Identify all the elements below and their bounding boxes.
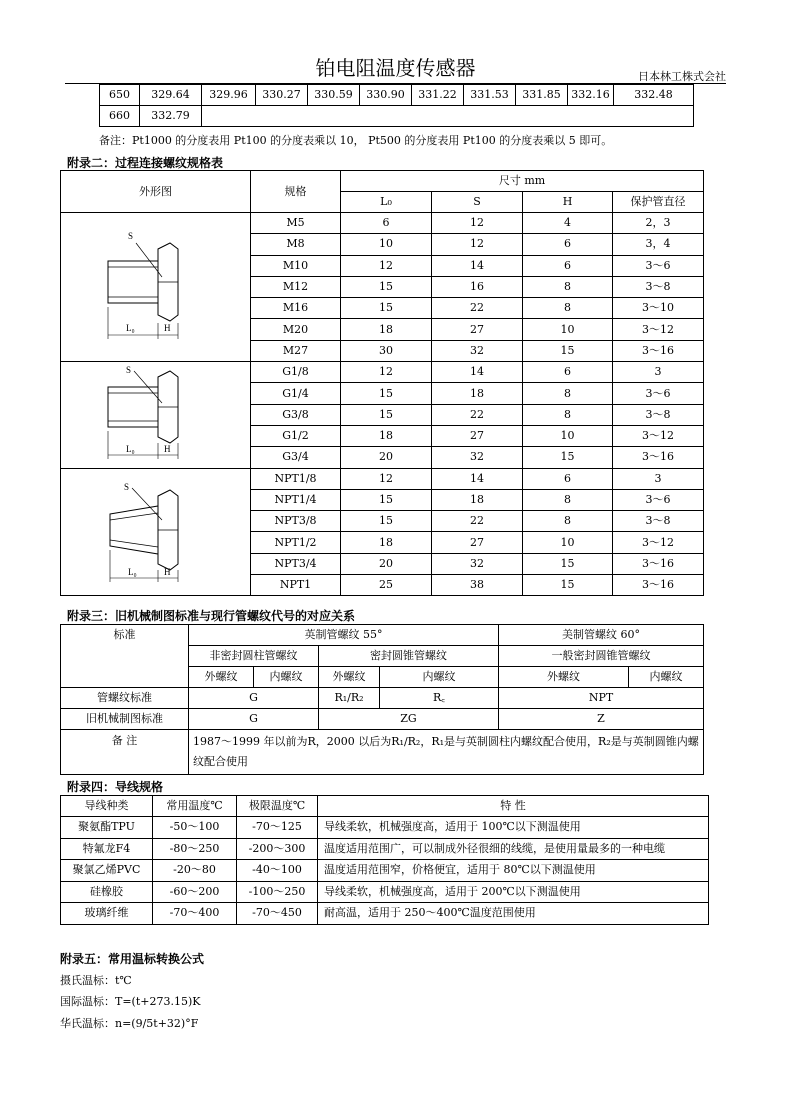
header-internal: 内螺纹	[629, 667, 704, 688]
table-cell: 15	[341, 276, 432, 297]
appendix2-title: 附录二：过程连接螺纹规格表	[67, 156, 224, 170]
table-cell: 12	[432, 213, 523, 234]
table-cell: NPT1/2	[251, 532, 341, 553]
table-cell: 8	[523, 511, 613, 532]
table-cell: 10	[523, 319, 613, 340]
table-cell: 38	[432, 575, 523, 596]
empty-cell	[202, 106, 694, 127]
table-cell: 8	[523, 404, 613, 425]
label-h: H	[163, 443, 170, 454]
table-cell: 15	[341, 489, 432, 510]
table-cell: 22	[432, 404, 523, 425]
table-cell: R₁/R₂	[319, 688, 380, 709]
hex-plug-diagram	[96, 365, 216, 465]
table-cell: 3	[613, 468, 704, 489]
header-standard: 标准	[61, 625, 189, 688]
table-cell: 15	[341, 511, 432, 532]
table-cell: 331.85	[516, 85, 568, 106]
label-l0: L₀	[127, 566, 137, 577]
table-cell: 15	[523, 340, 613, 361]
table-cell: M16	[251, 298, 341, 319]
table-cell: 27	[432, 532, 523, 553]
table-cell: G	[189, 688, 319, 709]
table-cell: 3～16	[613, 553, 704, 574]
table-cell: G3/8	[251, 404, 341, 425]
table-cell: 331.53	[464, 85, 516, 106]
table-cell: 20	[341, 553, 432, 574]
wire-spec-table	[60, 795, 709, 925]
header-uk: 英制管螺纹 55°	[189, 625, 499, 646]
row-label-current: 管螺纹标准	[61, 688, 189, 709]
label-h: H	[163, 323, 170, 334]
label-s: S	[123, 481, 129, 492]
table-cell: 18	[341, 532, 432, 553]
table-cell: 15	[341, 404, 432, 425]
table-cell: 3～12	[613, 532, 704, 553]
table-cell: 32	[432, 553, 523, 574]
table-cell: NPT1	[251, 575, 341, 596]
pt-table	[99, 84, 694, 127]
table-cell: 329.64	[140, 85, 202, 106]
table-cell: 330.90	[360, 85, 412, 106]
table-cell: 玻璃纤维	[61, 903, 153, 925]
table-cell: 331.22	[412, 85, 464, 106]
row-label-old: 旧机械制图标准	[61, 709, 189, 730]
table-cell: 332.79	[140, 106, 202, 127]
header-normal-temp: 常用温度℃	[153, 796, 237, 817]
diagram-g-thread	[61, 362, 251, 468]
table-cell: M8	[251, 234, 341, 255]
table-cell: 导线柔软，机械强度高，适用于 100℃以下测温使用	[318, 817, 709, 839]
table-cell: 20	[341, 447, 432, 468]
header-s: S	[432, 192, 523, 213]
table-cell: M12	[251, 276, 341, 297]
row-label-remark: 备 注	[61, 730, 189, 775]
table-cell: 10	[523, 532, 613, 553]
table-cell: 32	[432, 447, 523, 468]
header-us: 美制管螺纹 60°	[499, 625, 704, 646]
header-spec: 规格	[251, 171, 341, 213]
table-cell: 12	[341, 255, 432, 276]
table-cell: 22	[432, 298, 523, 319]
table-cell: 650	[100, 85, 140, 106]
header-internal: 内螺纹	[254, 667, 319, 688]
table-cell: G	[189, 709, 319, 730]
formula-fahrenheit: 华氏温标：n=(9/5t+32)°F	[60, 1017, 199, 1030]
tapered-plug-diagram	[96, 476, 216, 588]
appendix5-title: 附录五：常用温标转换公式	[60, 952, 205, 966]
label-l0: L₀	[125, 443, 135, 454]
table-cell: 4	[523, 213, 613, 234]
table-cell: 温度适用范围广，可以制成外径很细的线缆，是使用量最多的一种电缆	[318, 838, 709, 860]
table-cell: 6	[523, 362, 613, 383]
table-cell: 660	[100, 106, 140, 127]
pt-note: 备注：Pt1000 的分度表用 Pt100 的分度表乘以 10， Pt500 的分度表用 Pt100 的分度表乘以 5 即可。	[99, 134, 613, 147]
header-l0: L₀	[341, 192, 432, 213]
header-dim: 尺寸 mm	[341, 171, 704, 192]
table-cell: -100～250	[237, 881, 318, 903]
table-cell: 12	[432, 234, 523, 255]
table-cell: 15	[523, 447, 613, 468]
header-external: 外螺纹	[319, 667, 380, 688]
table-cell: NPT3/8	[251, 511, 341, 532]
header-uk-cylinder: 非密封圆柱管螺纹	[189, 646, 319, 667]
table-cell: 3～16	[613, 340, 704, 361]
table-cell: 3～8	[613, 404, 704, 425]
thread-spec-table	[60, 170, 704, 596]
table-cell: 聚氨酯TPU	[61, 817, 153, 839]
table-cell: 6	[523, 234, 613, 255]
appendix4-title: 附录四：导线规格	[67, 780, 164, 794]
table-cell: 14	[432, 468, 523, 489]
table-cell: 15	[523, 553, 613, 574]
table-cell: M10	[251, 255, 341, 276]
header-us-cone: 一般密封圆锥管螺纹	[499, 646, 704, 667]
diagram-npt-thread	[61, 468, 251, 596]
table-cell: 3～12	[613, 425, 704, 446]
table-cell: -60～200	[153, 881, 237, 903]
table-cell: 6	[523, 255, 613, 276]
table-cell: 18	[341, 319, 432, 340]
formula-kelvin: 国际温标：T=(t+273.15)K	[60, 995, 201, 1008]
table-cell: 6	[341, 213, 432, 234]
table-cell: ZG	[319, 709, 499, 730]
table-cell: 8	[523, 489, 613, 510]
header-internal: 内螺纹	[380, 667, 499, 688]
appendix3-title: 附录三：旧机械制图标准与现行管螺纹代号的对应关系	[67, 609, 356, 623]
table-cell: 10	[523, 425, 613, 446]
table-cell: 10	[341, 234, 432, 255]
header-limit-temp: 极限温度℃	[237, 796, 318, 817]
table-cell: 12	[341, 468, 432, 489]
table-cell: M20	[251, 319, 341, 340]
table-cell: 3～6	[613, 489, 704, 510]
table-cell: 32	[432, 340, 523, 361]
table-cell: 329.96	[202, 85, 256, 106]
table-cell: Z	[499, 709, 704, 730]
table-cell: 6	[523, 468, 613, 489]
table-cell: 硅橡胶	[61, 881, 153, 903]
table-cell: NPT3/4	[251, 553, 341, 574]
table-cell: R꜀	[380, 688, 499, 709]
table-cell: 12	[341, 362, 432, 383]
table-cell: 温度适用范围窄，价格便宜，适用于 80℃以下测温使用	[318, 860, 709, 882]
table-cell: M27	[251, 340, 341, 361]
table-cell: -40～100	[237, 860, 318, 882]
header-wire-type: 导线种类	[61, 796, 153, 817]
table-cell: 18	[432, 489, 523, 510]
header-external: 外螺纹	[189, 667, 254, 688]
table-cell: 特氟龙F4	[61, 838, 153, 860]
table-cell: 330.59	[308, 85, 360, 106]
header-uk-cone: 密封圆锥管螺纹	[319, 646, 499, 667]
page-title: 铂电阻温度传感器	[315, 56, 476, 80]
table-cell: -50～100	[153, 817, 237, 839]
table-cell: 15	[341, 298, 432, 319]
table-cell: 3～16	[613, 575, 704, 596]
diagram-metric	[61, 213, 251, 362]
label-s: S	[125, 364, 131, 375]
formula-celsius: 摄氏温标：t℃	[60, 974, 132, 987]
table-cell: 8	[523, 298, 613, 319]
thread-standard-table	[60, 624, 704, 775]
table-cell: 8	[523, 383, 613, 404]
company-name: 日本林工株式会社	[638, 70, 726, 83]
table-cell: 8	[523, 276, 613, 297]
table-cell: 15	[523, 575, 613, 596]
table-cell: 3～6	[613, 255, 704, 276]
table-cell: -70～400	[153, 903, 237, 925]
table-cell: 聚氯乙烯PVC	[61, 860, 153, 882]
label-h: H	[163, 566, 170, 577]
table-cell: 332.48	[614, 85, 694, 106]
table-cell: 2，3	[613, 213, 704, 234]
table-cell: 25	[341, 575, 432, 596]
table-cell: -20～80	[153, 860, 237, 882]
table-cell: 330.27	[256, 85, 308, 106]
table-cell: NPT	[499, 688, 704, 709]
table-cell: 16	[432, 276, 523, 297]
table-cell: 导线柔软，机械强度高，适用于 200℃以下测温使用	[318, 881, 709, 903]
table-cell: 3～12	[613, 319, 704, 340]
table-cell: 22	[432, 511, 523, 532]
table-cell: -70～125	[237, 817, 318, 839]
table-cell: 3	[613, 362, 704, 383]
table-cell: -70～450	[237, 903, 318, 925]
remark-text: 1987～1999 年以前为R，2000 以后为R₁/R₂，R₁是与英制圆柱内螺纹配合使用，R₂是与英制圆锥内螺纹配合使用	[189, 730, 704, 775]
table-cell: 3，4	[613, 234, 704, 255]
header-tube: 保护管直径	[613, 192, 704, 213]
label-s: S	[127, 231, 133, 242]
table-cell: 18	[341, 425, 432, 446]
table-cell: 3～16	[613, 447, 704, 468]
table-cell: 332.16	[568, 85, 614, 106]
header-shape: 外形图	[61, 171, 251, 213]
table-cell: 27	[432, 319, 523, 340]
table-cell: -200～300	[237, 838, 318, 860]
table-cell: 3～8	[613, 511, 704, 532]
table-cell: -80～250	[153, 838, 237, 860]
table-cell: 30	[341, 340, 432, 361]
table-cell: G1/4	[251, 383, 341, 404]
table-cell: G3/4	[251, 447, 341, 468]
hex-plug-diagram	[96, 227, 216, 347]
table-cell: 耐高温，适用于 250～400℃温度范围使用	[318, 903, 709, 925]
table-cell: 3～10	[613, 298, 704, 319]
table-cell: 14	[432, 362, 523, 383]
table-cell: M5	[251, 213, 341, 234]
header-feature: 特 性	[318, 796, 709, 817]
table-cell: 27	[432, 425, 523, 446]
table-cell: NPT1/8	[251, 468, 341, 489]
header-external: 外螺纹	[499, 667, 629, 688]
table-cell: G1/8	[251, 362, 341, 383]
table-cell: 3～6	[613, 383, 704, 404]
table-cell: NPT1/4	[251, 489, 341, 510]
table-cell: G1/2	[251, 425, 341, 446]
table-cell: 14	[432, 255, 523, 276]
table-cell: 15	[341, 383, 432, 404]
header-h: H	[523, 192, 613, 213]
label-l0: L₀	[125, 323, 135, 334]
table-cell: 18	[432, 383, 523, 404]
table-cell: 3～8	[613, 276, 704, 297]
